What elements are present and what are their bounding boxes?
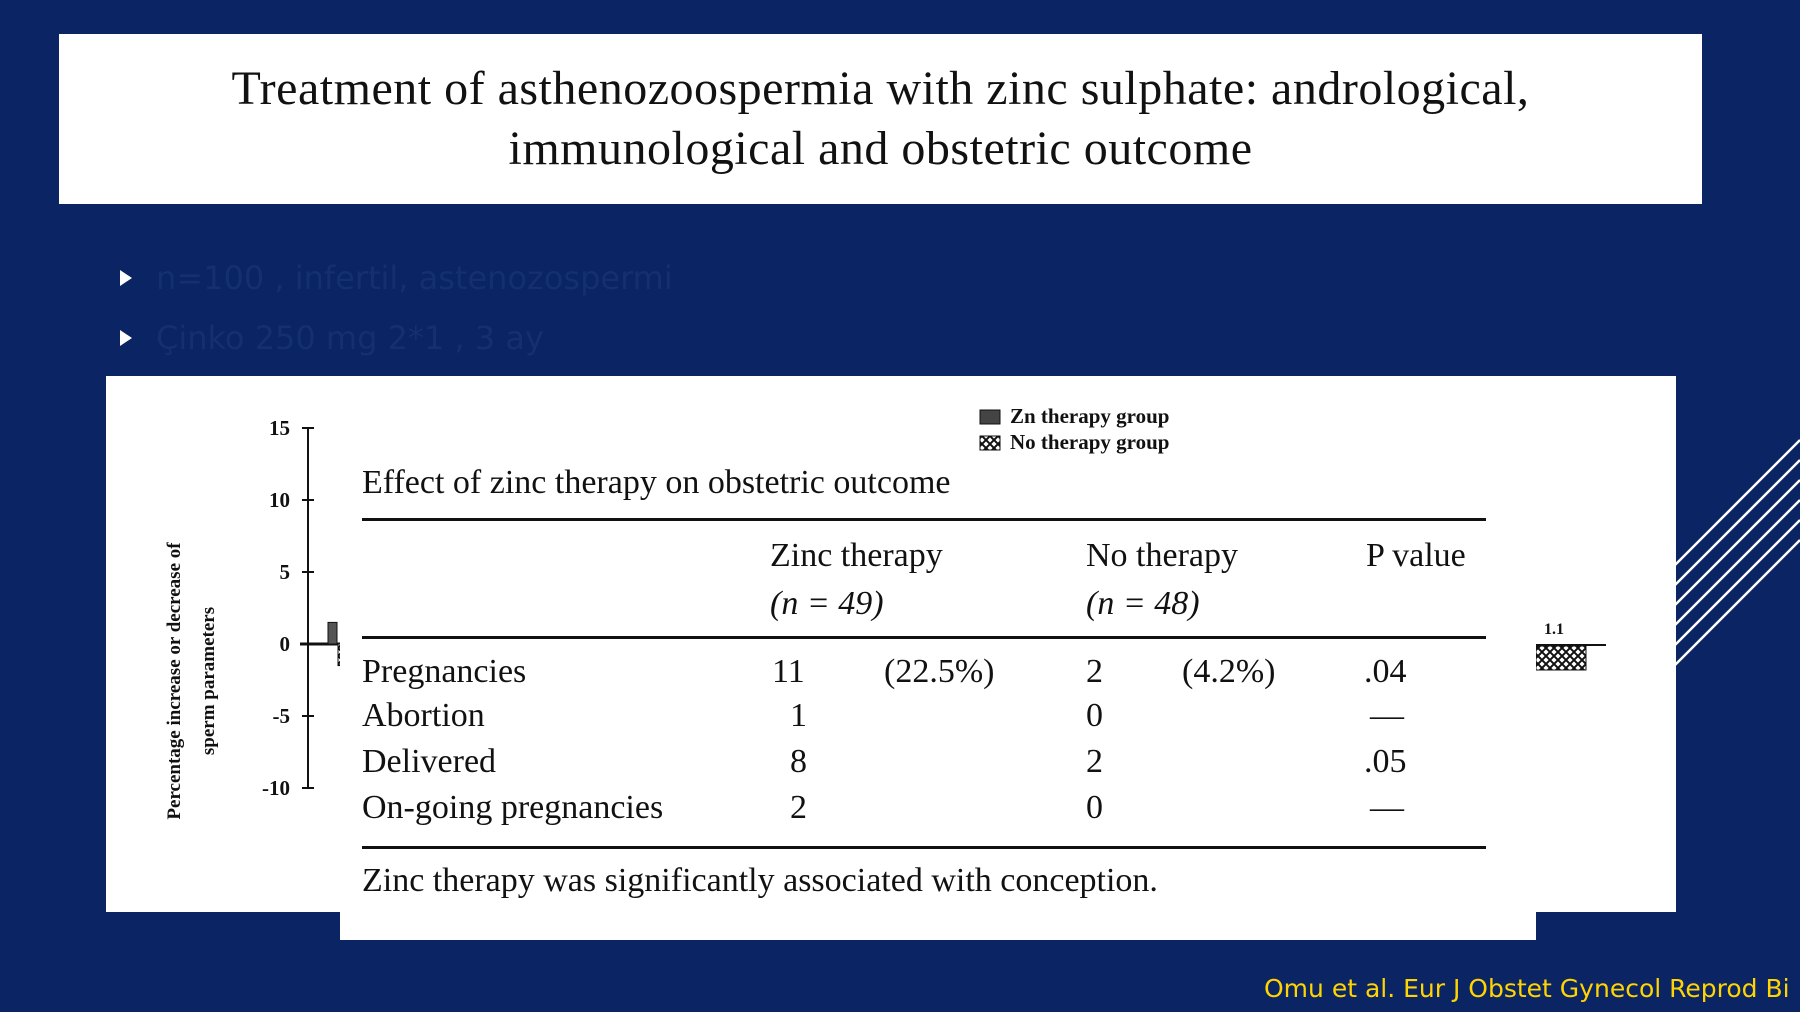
table-bottom-rule <box>362 846 1486 849</box>
row-label: Delivered <box>362 743 497 780</box>
none-count: 0 <box>1086 789 1103 826</box>
column-header-none <box>1086 532 1238 628</box>
p-value: — <box>1370 789 1404 826</box>
none-count: 0 <box>1086 697 1103 734</box>
zinc-count: 2 <box>790 789 807 826</box>
bullet-text: Çinko 250 mg 2*1 , 3 ay <box>156 319 544 357</box>
obstetric-outcome-table <box>340 456 1536 940</box>
bullet-text: n=100 , infertil, astenozospermi <box>156 259 673 297</box>
column-header-zinc-n: (n = 49) <box>770 585 884 622</box>
legend-swatch-none <box>980 436 1000 450</box>
p-value: .04 <box>1364 653 1407 690</box>
column-header-none-n: (n = 48) <box>1086 585 1200 622</box>
column-header-zinc-label: Zinc therapy <box>770 537 943 574</box>
zinc-count: 11 <box>772 653 805 690</box>
zinc-percent: (22.5%) <box>884 653 995 690</box>
y-tick-label: 5 <box>279 560 290 584</box>
bullet-item <box>120 248 673 308</box>
bullet-list <box>120 248 673 368</box>
column-header-p: P value <box>1366 537 1466 574</box>
slide-title-line-1: Treatment of asthenozoospermia with zinc sulphate: andrological, <box>231 62 1530 115</box>
column-header-none-label: No therapy <box>1086 537 1239 574</box>
y-axis-label <box>164 542 219 820</box>
table-header-rule <box>362 636 1486 639</box>
none-percent: (4.2%) <box>1182 653 1276 690</box>
none-count: 2 <box>1086 743 1103 780</box>
y-tick-label: -5 <box>272 704 290 728</box>
column-header-zinc <box>770 532 943 628</box>
slide-title <box>59 34 1702 204</box>
decorative-lines-icon <box>1670 420 1800 680</box>
bullet-item <box>120 308 673 368</box>
legend <box>980 404 1169 454</box>
triangle-bullet-icon <box>120 330 132 346</box>
y-tick-label: 0 <box>279 632 290 656</box>
y-axis-label-line-2: sperm parameters <box>198 606 219 756</box>
y-tick-label: 15 <box>269 416 290 440</box>
p-value: — <box>1370 697 1404 734</box>
y-tick-label: 10 <box>269 488 290 512</box>
citation-text: Omu et al. Eur J Obstet Gynecol Reprod Bi <box>1264 974 1790 1003</box>
legend-label-zn: Zn therapy group <box>1010 404 1170 428</box>
table-caption: Effect of zinc therapy on obstetric outcome <box>362 464 951 501</box>
legend-label-none: No therapy group <box>1010 430 1170 454</box>
chart-bar <box>328 622 337 644</box>
row-label: Pregnancies <box>362 653 527 690</box>
y-axis-label-line-1: Percentage increase or decrease of <box>164 542 185 820</box>
table-footnote: Zinc therapy was significantly associated with conception. <box>362 862 1158 899</box>
zinc-count: 1 <box>790 697 807 734</box>
right-hatched-bar <box>1536 646 1586 670</box>
p-value: .05 <box>1364 743 1407 780</box>
y-ticks <box>262 416 314 800</box>
row-label: On-going pregnancies <box>362 789 664 826</box>
zinc-count: 8 <box>790 743 807 780</box>
bar-annotation: 1.1 <box>1544 621 1564 638</box>
legend-swatch-zn <box>980 410 1000 424</box>
row-label: Abortion <box>362 697 485 734</box>
table-top-rule <box>362 518 1486 521</box>
triangle-bullet-icon <box>120 270 132 286</box>
y-tick-label: -10 <box>262 776 290 800</box>
none-count: 2 <box>1086 653 1103 690</box>
slide-title-line-2: immunological and obstetric outcome <box>508 122 1253 175</box>
